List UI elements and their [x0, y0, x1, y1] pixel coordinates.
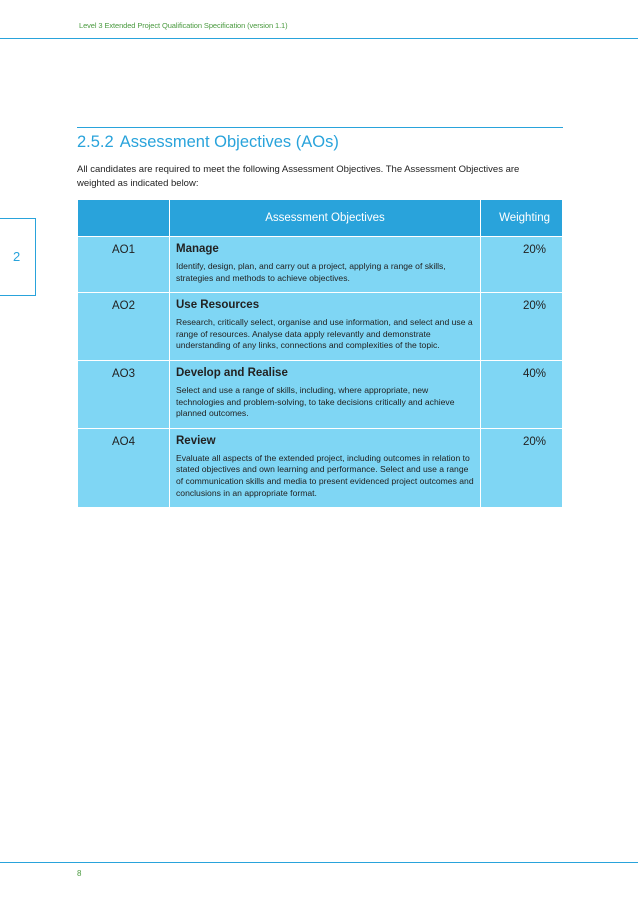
ao-objective [170, 293, 481, 361]
section-tab [0, 218, 36, 296]
top-divider [0, 38, 638, 39]
ao-title: Develop and Realise [176, 366, 288, 379]
ao-code: AO2 [78, 293, 170, 361]
section-number: 2.5.2 [77, 133, 114, 151]
ao-description: Identify, design, plan, and carry out a project, applying a range of skills, strategies and methods to achieve objectives. [176, 261, 446, 283]
ao-weighting: 20% [481, 237, 563, 293]
ao-code: AO3 [78, 360, 170, 428]
running-header: Level 3 Extended Project Qualification Specification (version 1.1) [79, 21, 288, 30]
ao-description: Select and use a range of skills, including, where appropriate, new technologies and problem-solving, to take decisions critically and achieve planned outcomes. [176, 384, 455, 419]
assessment-objectives-table [77, 199, 563, 508]
header-weighting: Weighting [481, 200, 563, 237]
table-row [78, 293, 563, 361]
bottom-divider [0, 862, 638, 863]
header-code [78, 200, 170, 237]
page-number: 8 [77, 869, 82, 878]
table-row [78, 428, 563, 507]
ao-title: Manage [176, 243, 219, 255]
ao-code: AO1 [78, 237, 170, 293]
section-title: Assessment Objectives (AOs) [119, 133, 339, 151]
ao-description: Research, critically select, organise and use information, and select and use a range of resources. Analyse data apply relevantly and demonstrate understanding of any links, connections and complexities of the topic. [176, 317, 473, 351]
table-row [78, 237, 563, 293]
header-objectives: Assessment Objectives [170, 200, 481, 237]
ao-weighting: 20% [481, 293, 563, 361]
ao-code: AO4 [78, 428, 170, 507]
ao-weighting: 40% [481, 360, 563, 428]
section-tab-label: 2 [13, 249, 21, 264]
section-heading [77, 133, 339, 152]
ao-weighting: 20% [481, 428, 563, 507]
title-divider [77, 127, 563, 128]
intro-paragraph: All candidates are required to meet the following Assessment Objectives. The Assessment Objectives are weighted as indicated below: [77, 164, 520, 189]
ao-objective [170, 237, 481, 293]
ao-description: Evaluate all aspects of the extended project, including outcomes in relation to stated objectives and own learning and performance. Select and use a range of communication skills and media to present evidenced project outcomes and conclusions in an appropriate format. [176, 452, 474, 498]
ao-objective [170, 428, 481, 507]
table-row [78, 360, 563, 428]
ao-title: Review [176, 434, 216, 447]
ao-title: Use Resources [176, 299, 260, 312]
table-header-row [78, 200, 563, 237]
ao-objective [170, 360, 481, 428]
